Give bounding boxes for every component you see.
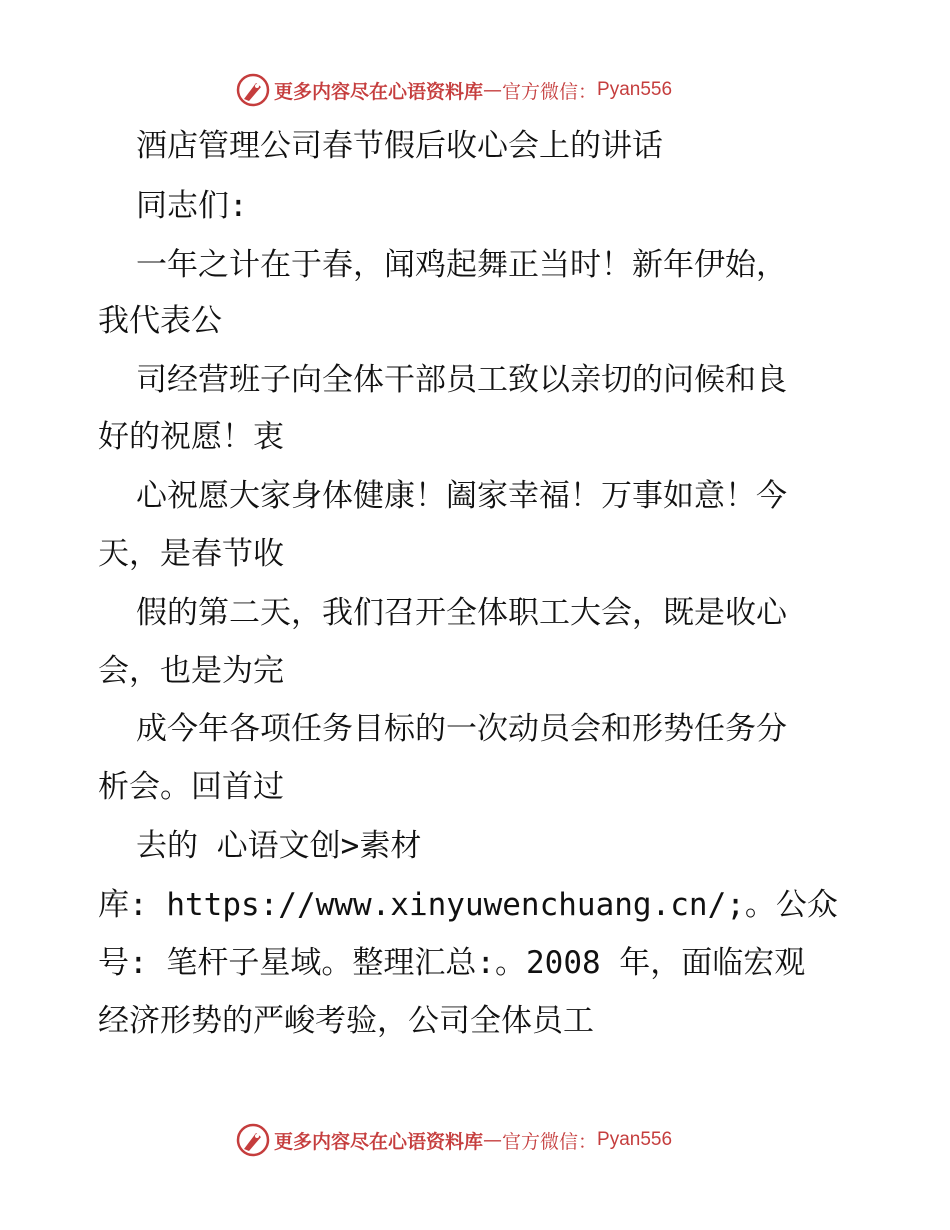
text-line: 会，也是为完 — [98, 653, 284, 689]
text-line: 心祝愿大家身体健康！阖家幸福！万事如意！今 — [136, 478, 787, 514]
text-line: 好的祝愿！衷 — [98, 419, 284, 455]
text-line: 库: https://www.xinyuwenchuang.cn/;。公众 — [98, 887, 838, 923]
text-line: 我代表公 — [98, 303, 222, 339]
banner-wechat-label: 官方微信： — [502, 80, 598, 103]
text-line: 假的第二天，我们召开全体职工大会，既是收心 — [136, 595, 787, 631]
text-line: 去的 心语文创>素材 — [136, 828, 422, 864]
text-line: 号: 笔杆子星域。整理汇总:。2008 年，面临宏观 — [98, 945, 806, 981]
banner-wechat-id: Pyan556 — [597, 79, 673, 100]
text-line: 司经营班子向全体干部员工致以亲切的问候和良 — [136, 362, 787, 398]
text-line: 经济形势的严峻考验，公司全体员工 — [98, 1003, 594, 1039]
document-title: 酒店管理公司春节假后收心会上的讲话 — [136, 128, 663, 164]
header-banner — [236, 72, 716, 108]
text-line: 析会。回首过 — [98, 769, 284, 805]
banner-text: 更多内容尽在心语资料库 — [274, 1130, 484, 1153]
text-line: 一年之计在于春，闻鸡起舞正当时！新年伊始， — [136, 247, 787, 283]
banner-wechat-label: 官方微信： — [502, 1130, 598, 1153]
pen-nib-logo-icon — [236, 73, 270, 107]
pen-nib-logo-icon — [236, 1123, 270, 1157]
banner-dash: — — [483, 79, 503, 101]
banner-text: 更多内容尽在心语资料库 — [274, 80, 484, 103]
text-line: 同志们: — [136, 188, 248, 224]
text-line: 天，是春节收 — [98, 536, 284, 572]
footer-banner — [236, 1122, 716, 1158]
text-line: 成今年各项任务目标的一次动员会和形势任务分 — [136, 711, 787, 747]
banner-wechat-id: Pyan556 — [597, 1129, 673, 1150]
banner-dash: — — [483, 1129, 503, 1151]
